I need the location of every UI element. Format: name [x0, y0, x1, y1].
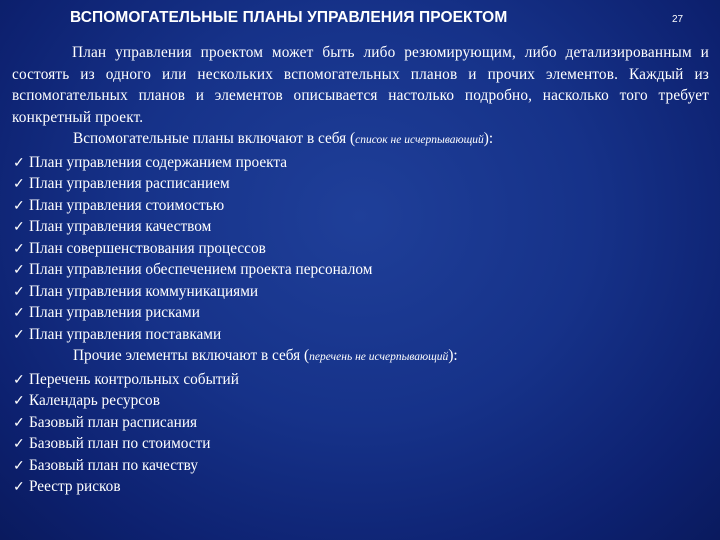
list-item — [12, 216, 709, 238]
slide-body — [12, 42, 709, 498]
checkmark-icon: ✓ — [13, 177, 25, 192]
list-item-text: План управления поставками — [29, 325, 222, 343]
list-item — [12, 369, 709, 391]
list-item-text: План совершенствования процессов — [29, 239, 266, 257]
subsidiary-intro-text: Вспомогательные планы включают в себя ( — [73, 130, 356, 147]
other-elements-intro — [12, 345, 709, 369]
list-item — [12, 302, 709, 324]
list-item — [12, 433, 709, 455]
list-item-text: Базовый план расписания — [29, 413, 198, 431]
list-item — [12, 238, 709, 260]
checkmark-icon: ✓ — [13, 263, 25, 278]
checkmark-icon: ✓ — [13, 327, 25, 343]
other-intro-note: перечень не исчерпывающий — [309, 351, 449, 363]
list-item-text: План управления расписанием — [29, 175, 230, 192]
intro-paragraph: План управления проектом может быть либо резюмирующим, либо детализированным и состоять из одного или нескольких вспомогательных планов и прочих элементов. Каждый из вспомогательных планов и элементов описывается настолько подробно, насколько того требует конкретный проект. — [12, 44, 709, 126]
checkmark-icon: ✓ — [13, 372, 25, 388]
list-item — [12, 152, 709, 174]
list-item-text: Перечень контрольных событий — [29, 370, 239, 388]
list-item-text: План управления коммуникациями — [29, 282, 259, 300]
checkmark-icon: ✓ — [13, 415, 25, 431]
list-item-text: План управления качеством — [29, 218, 212, 235]
list-item — [12, 259, 709, 281]
list-item — [12, 324, 709, 346]
checkmark-icon: ✓ — [13, 241, 25, 257]
other-intro-close: ): — [448, 347, 458, 364]
checkmark-icon: ✓ — [13, 458, 25, 474]
checkmark-icon: ✓ — [13, 394, 25, 409]
list-item-text: Календарь ресурсов — [29, 392, 160, 409]
list-item — [12, 390, 709, 412]
page-number: 27 — [672, 14, 684, 25]
checkmark-icon: ✓ — [13, 437, 25, 452]
checkmark-icon: ✓ — [13, 220, 25, 235]
slide-title: ВСПОМОГАТЕЛЬНЫЕ ПЛАНЫ УПРАВЛЕНИЯ ПРОЕКТОМ — [70, 9, 508, 26]
subsidiary-plans-intro — [12, 128, 709, 152]
checkmark-icon: ✓ — [13, 306, 25, 321]
checkmark-icon: ✓ — [13, 155, 25, 171]
list-item — [12, 195, 709, 217]
list-item-text: План управления стоимостью — [29, 196, 225, 214]
other-intro-text: Прочие элементы включают в себя ( — [73, 347, 310, 364]
checkmark-icon: ✓ — [13, 284, 25, 300]
list-item-text: Реестр рисков — [29, 478, 121, 495]
list-item — [12, 412, 709, 434]
checkmark-icon: ✓ — [13, 198, 25, 214]
list-item — [12, 173, 709, 195]
list-item-text: Базовый план по качеству — [29, 456, 199, 474]
list-item-text: План управления рисками — [29, 304, 200, 321]
other-elements-list — [12, 369, 709, 498]
subsidiary-intro-close: ): — [483, 130, 494, 147]
list-item-text: Базовый план по стоимости — [29, 435, 211, 452]
subsidiary-plans-list — [12, 152, 709, 346]
checkmark-icon: ✓ — [13, 480, 25, 495]
list-item — [12, 476, 709, 498]
subsidiary-intro-note: список не исчерпывающий — [355, 134, 484, 146]
list-item — [12, 281, 709, 303]
list-item — [12, 455, 709, 477]
list-item-text: План управления обеспечением проекта персоналом — [29, 261, 373, 278]
list-item-text: План управления содержанием проекта — [29, 153, 288, 171]
